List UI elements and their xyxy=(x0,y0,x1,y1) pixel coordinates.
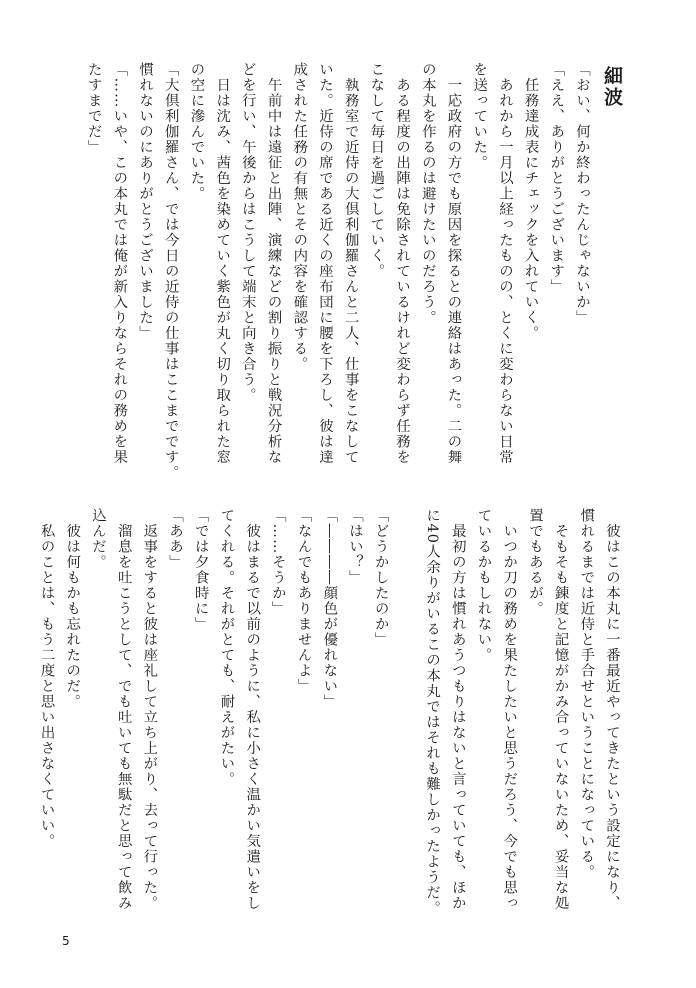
upper-text-block xyxy=(80,62,594,481)
text-line: いた。近侍の席である近くの座布団に腰を下ろし、彼は達 xyxy=(316,62,333,465)
text-line: 「はい？」 xyxy=(346,508,363,586)
text-line: 「では夕食時に」 xyxy=(192,508,209,632)
text-line: 「……いや、この本丸では俺が新入りならそれの務めを果 xyxy=(111,62,128,465)
text-line: どを行い、午後からはこうして端末と向き合う。 xyxy=(239,62,256,403)
text-line: に40人余りがいるこの本丸ではそれも難しかったようだ。 xyxy=(424,508,441,917)
text-line: こなして毎日を過ごしていく。 xyxy=(368,62,385,279)
text-line: の空に滲んでいた。 xyxy=(188,62,205,202)
text-line: 「どうかしたのか」 xyxy=(372,508,389,648)
text-line: 最初の方は慣れあうつもりはないと言っていても、ほか xyxy=(449,508,466,911)
text-line: 「大倶利伽羅さん、では今日の近侍の仕事はここまでです。 xyxy=(162,62,179,481)
text-line: 執務室で近侍の大倶利伽羅さんと二人、仕事をこなして xyxy=(342,62,359,465)
lower-text-block xyxy=(33,508,624,923)
text-line: 慣れるまでは近侍と手合せということになっている。 xyxy=(578,508,595,880)
text-line: 日は沈み、茜色を染めていく紫色が丸く切り取られた窓 xyxy=(214,62,231,465)
text-line: 「……そうか」 xyxy=(269,508,286,617)
text-line xyxy=(393,508,419,923)
text-line: 「おい、何か終わったんじゃないか」 xyxy=(574,62,590,326)
text-line: 返事をすると彼は座礼して立ち上がり、去って行った。 xyxy=(141,508,158,911)
text-line: いつか刀の務めを果たしたいと思うだろう、今でも思っ xyxy=(501,508,518,911)
text-line: 「なんでもありませんよ」 xyxy=(295,508,312,694)
text-line: 彼はまるで以前のように、私に小さく温かい気遣いをし xyxy=(244,508,261,911)
text-line: てくれる。それがとても、耐えがたい。 xyxy=(218,508,235,787)
text-line: 任務達成表にチェックを入れていく。 xyxy=(522,62,539,341)
text-line: 彼はこの本丸に一番最近やってきたという設定になり、 xyxy=(604,508,620,911)
text-line: 「ええ、ありがとうございます」 xyxy=(548,62,565,295)
text-line: そもそも錬度と記憶がかみ合っていないため、妥当な処 xyxy=(552,508,569,911)
chapter-title: 細波 xyxy=(601,66,623,108)
text-line: 溜息を吐こうとして、でも吐いても無駄だと思って飲み xyxy=(115,508,132,911)
text-line: 置でもあるが。 xyxy=(526,508,543,617)
text-line: 「――――顔色が優れない」 xyxy=(321,508,338,710)
text-line: たすまでだ」 xyxy=(85,62,102,155)
text-line: 私のことは、もう二度と思い出さなくていい。 xyxy=(38,508,55,849)
text-line: 彼は何もかも忘れたのだ。 xyxy=(64,508,81,710)
text-line: を送っていた。 xyxy=(471,62,488,171)
text-line: 慣れないのにありがとうございました」 xyxy=(137,62,154,341)
text-line: ある程度の出陣は免除されているけれど変わらず任務を xyxy=(394,62,411,465)
text-line: 込んだ。 xyxy=(89,508,106,570)
text-line: の本丸を作るのは避けたいのだろう。 xyxy=(419,62,436,326)
text-line: 「ああ」 xyxy=(167,508,184,570)
text-line: あれから一月以上経ったものの、とくに変わらない日常 xyxy=(496,62,513,465)
text-line: ているかもしれない。 xyxy=(475,508,492,663)
page-number: 5 xyxy=(62,934,70,948)
text-line: 成された任務の有無とその内容を確認する。 xyxy=(291,62,308,372)
text-line: 午前中は遠征と出陣、演練などの割り振りと戦況分析な xyxy=(265,62,282,465)
text-line: 一応政府の方でも原因を探るとの連絡はあった。二の舞 xyxy=(445,62,462,465)
